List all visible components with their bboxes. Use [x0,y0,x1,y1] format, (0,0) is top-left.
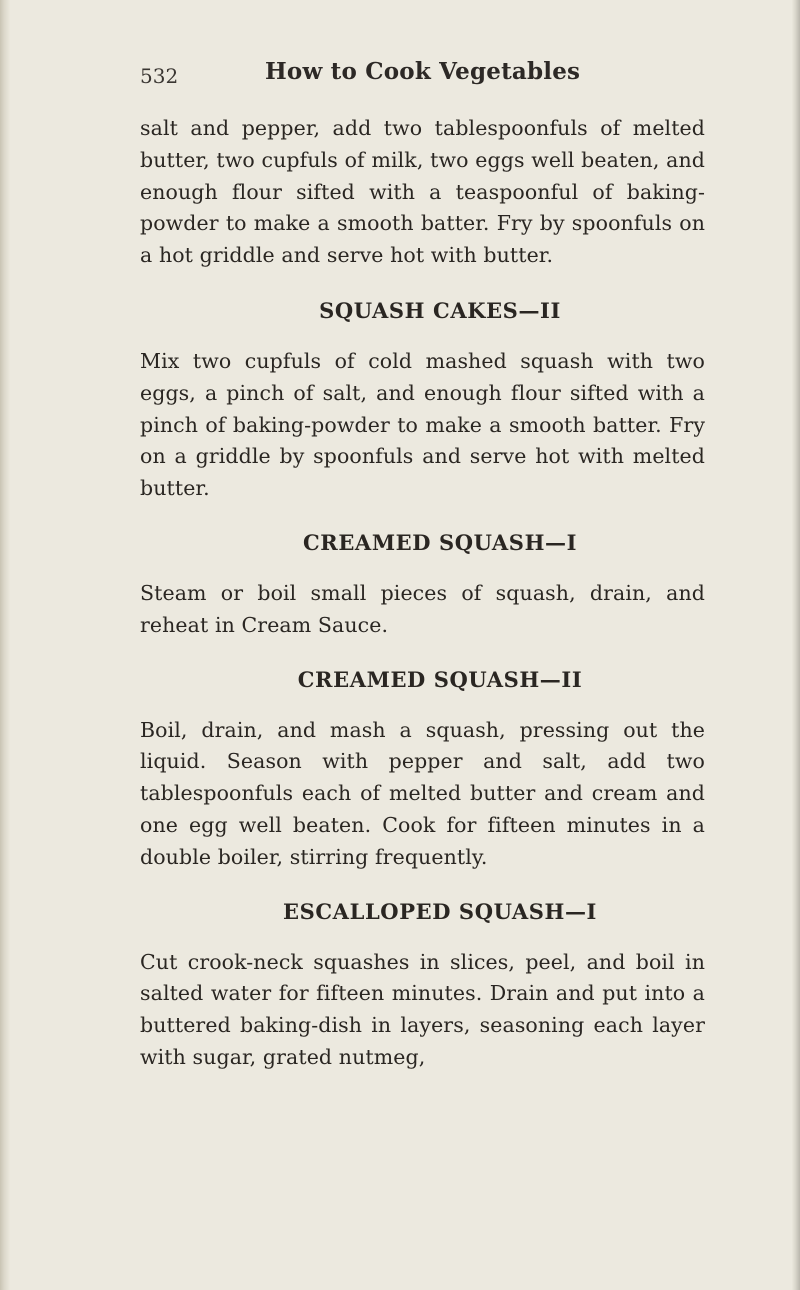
section-body-creamed-squash-ii: Boil, drain, and mash a squash, pressing out the liquid. Season with pepper and salt, add two tablespoonfuls each of melted butter and cream and one egg well beaten. Cook for fifteen minutes in a double boiler, stirring frequently. [140,717,705,869]
page-content [140,113,705,1074]
page-header [140,58,700,94]
section-body-squash-cakes-ii: Mix two cupfuls of cold mashed squash with two eggs, a pinch of salt, and enough flour sifted with a pinch of baking-powder to make a smooth batter. Fry on a griddle by spoonfuls and serve hot with melted butter. [140,348,705,501]
section-heading-creamed-squash-i: CREAMED SQUASH—I [302,529,578,555]
section-heading-escalloped-squash-i: ESCALLOPED SQUASH—I [283,898,597,924]
continued-paragraph: salt and pepper, add two tablespoonfuls of melted butter, two cupfuls of milk, two eggs well beaten, and enough flour sifted with a teaspoonful of baking-powder to make a smooth batter. Fry by spoonfuls on a hot griddle and serve hot with butter. [140,116,705,268]
page-left-edge [0,0,10,1290]
running-title: How to Cook Vegetables [265,58,581,85]
section-body-creamed-squash-i: Steam or boil small pieces of squash, drain, and reheat in Cream Sauce. [140,580,705,637]
section-heading-creamed-squash-ii: CREAMED SQUASH—II [297,666,583,692]
section-body-escalloped-squash-i: Cut crook-neck squashes in slices, peel, and boil in salted water for fifteen minutes. Drain and put into a buttered baking-dish in layers, seasoning each layer with sugar, grated nutmeg, [140,949,705,1069]
page-right-edge [792,0,800,1290]
section-heading-squash-cakes-ii: SQUASH CAKES—II [319,297,561,323]
page-number: 532 [140,64,179,88]
